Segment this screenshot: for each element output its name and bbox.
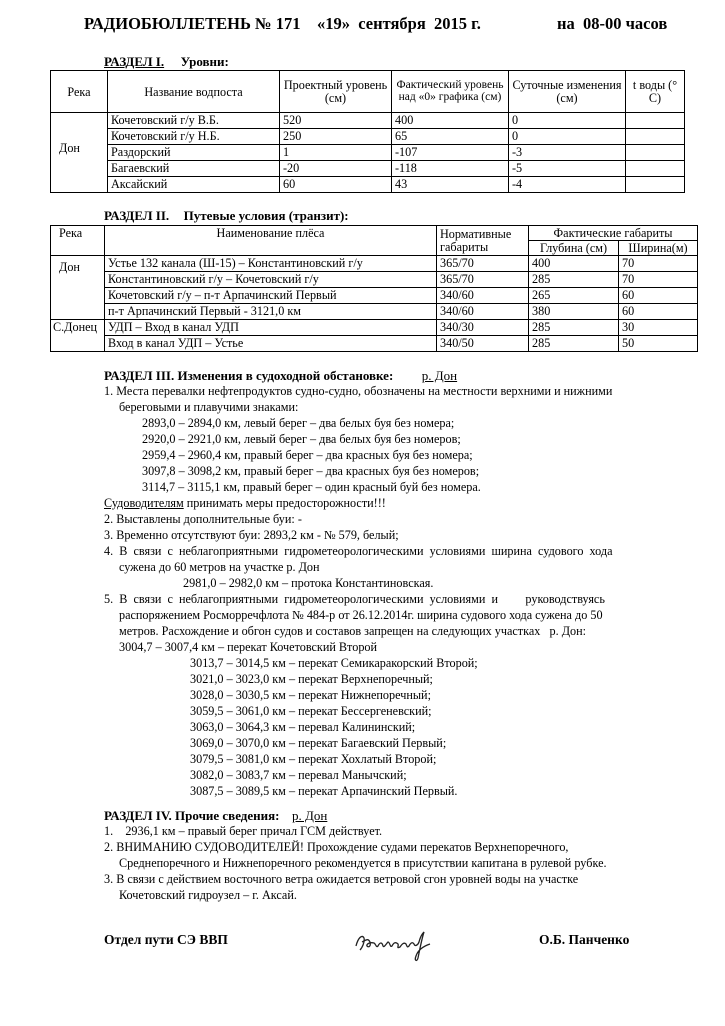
department-name: Отдел пути СЭ ВВП: [104, 932, 228, 947]
design-level: 60: [280, 177, 392, 193]
width: 70: [619, 272, 698, 288]
list-item: 3013,7 – 3014,5 км – перекат Семикаракорский Второй;: [190, 656, 478, 670]
stretch-name: Вход в канал УДП – Устье: [105, 336, 437, 352]
table-row: [51, 129, 685, 145]
col-river: Река: [51, 226, 105, 256]
section1-label: РАЗДЕЛ I.: [104, 54, 165, 69]
col-design-level: Проектный уровень (см): [280, 71, 392, 113]
daily-change: 0: [509, 113, 626, 129]
col-depth: Глубина (см): [529, 241, 619, 256]
col-width: Ширина(м): [619, 241, 698, 256]
table-row: [51, 304, 698, 320]
table-row: [51, 113, 685, 129]
table-row: [51, 288, 698, 304]
table-row: [51, 177, 685, 193]
stretch-name: Кочетовский г/у – п-т Арпачинский Первый: [105, 288, 437, 304]
col-daily-change: Суточные изменения (см): [509, 71, 626, 113]
design-level: -20: [280, 161, 392, 177]
section4-item1: 1. 2936,1 км – правый берег причал ГСМ действует.: [104, 824, 383, 838]
section3-river: р. Дон: [421, 368, 458, 383]
signature-graphic: [352, 924, 462, 964]
list-item: 3063,0 – 3064,3 км – перевал Калининский;: [190, 720, 416, 734]
section3-item4-line3: 2981,0 – 2982,0 км – протока Константиновская.: [183, 576, 434, 590]
water-temp: [626, 177, 685, 193]
list-item: 3079,5 – 3081,0 км – перекат Хохлатый Второй;: [190, 752, 437, 766]
stretch-name: УДП – Вход в канал УДП: [105, 320, 437, 336]
col-actual-dimensions: Фактические габариты: [529, 226, 698, 241]
list-item: 3069,0 – 3070,0 км – перекат Багаевский Первый;: [190, 736, 447, 750]
depth: 285: [529, 272, 619, 288]
section3-item3: 3. Временно отсутствуют буи: 2893,2 км - № 579, белый;: [104, 528, 399, 542]
section4-heading: [104, 808, 327, 824]
levels-header-row: [51, 71, 685, 113]
route-header-row: [51, 226, 698, 241]
section4-item2-line1: 2. ВНИМАНИЮ СУДОВОДИТЕЛЕЙ! Прохождение судами перекатов Верхнепоречного,: [104, 840, 569, 854]
depth: 400: [529, 256, 619, 272]
daily-change: -4: [509, 177, 626, 193]
width: 50: [619, 336, 698, 352]
norm-dimensions: 340/30: [437, 320, 529, 336]
section4-item2-line2: Среднепоречного и Нижнепоречного рекомендуется в присутствии капитана в рулевой рубке.: [119, 856, 607, 870]
list-item: 3004,7 – 3007,4 км – перекат Кочетовский Второй: [119, 640, 378, 654]
actual-level: -118: [392, 161, 509, 177]
list-item: 3087,5 – 3089,5 км – перекат Арпачинский Первый.: [190, 784, 458, 798]
section1-title: Уровни:: [180, 54, 229, 69]
warning-rest: принимать меры предосторожности!!!: [183, 496, 386, 510]
section3-title: РАЗДЕЛ III. Изменения в судоходной обстановке:: [104, 368, 394, 383]
water-temp: [626, 161, 685, 177]
river-cell: Дон: [51, 256, 105, 320]
water-temp: [626, 113, 685, 129]
levels-table: [50, 70, 685, 193]
col-norm-dimensions: Нормативные габариты: [437, 226, 529, 256]
norm-dimensions: 365/70: [437, 256, 529, 272]
design-level: 1: [280, 145, 392, 161]
col-water-temp: t воды (° С): [626, 71, 685, 113]
norm-dimensions: 365/70: [437, 272, 529, 288]
bulletin-title: РАДИОБЮЛЛЕТЕНЬ № 171 «19» сентября 2015 г.: [84, 14, 481, 33]
stretch-name: Константиновский г/у – Кочетовский г/у: [105, 272, 437, 288]
gauge-name: Кочетовский г/у Н.Б.: [108, 129, 280, 145]
list-item: 2893,0 – 2894,0 км, левый берег – два белых буя без номера;: [142, 416, 455, 430]
river-cell: С.Донец: [51, 320, 105, 352]
list-item: 3028,0 – 3030,5 км – перекат Нижнепоречный;: [190, 688, 431, 702]
section3-heading: [104, 368, 457, 384]
design-level: 520: [280, 113, 392, 129]
list-item: 3082,0 – 3083,7 км – перевал Манычский;: [190, 768, 407, 782]
list-item: 2959,4 – 2960,4 км, правый берег – два красных буя без номера;: [142, 448, 473, 462]
section1-heading: [104, 54, 229, 70]
section4-item3-line2: Кочетовский гидроузел – г. Аксай.: [119, 888, 297, 902]
col-river: Река: [51, 71, 108, 113]
list-item: 2920,0 – 2921,0 км, левый берег – два белых буя без номеров;: [142, 432, 461, 446]
actual-level: 400: [392, 113, 509, 129]
bulletin-time: на 08-00 часов: [557, 14, 668, 33]
stretch-name: Устье 132 канала (Ш-15) – Константиновский г/у: [105, 256, 437, 272]
width: 70: [619, 256, 698, 272]
signer-name: О.Б. Панченко: [539, 932, 630, 947]
river-cell: Дон: [51, 113, 108, 193]
section2-title: Путевые условия (транзит):: [183, 208, 349, 223]
col-stretch-name: Наименование плёса: [105, 226, 437, 256]
gauge-name: Аксайский: [108, 177, 280, 193]
norm-dimensions: 340/60: [437, 304, 529, 320]
section3-item5-line1: 5. В связи с неблагоприятными гидрометеорологическими условиями и руководствуясь: [104, 592, 605, 606]
norm-dimensions: 340/50: [437, 336, 529, 352]
table-row: [51, 320, 698, 336]
section4-title: РАЗДЕЛ IV. Прочие сведения:: [104, 808, 280, 823]
bulletin-header: [0, 14, 725, 34]
daily-change: -5: [509, 161, 626, 177]
list-item: 3059,5 – 3061,0 км – перекат Бессергеневский;: [190, 704, 432, 718]
gauge-name: Багаевский: [108, 161, 280, 177]
warning-underlined: Судоводителям: [104, 496, 184, 510]
section3-item1-line2: береговыми и плавучими знаками:: [119, 400, 299, 414]
signature: [352, 924, 462, 964]
section3-item1-line1: 1. Места перевалки нефтепродуктов судно-судно, обозначены на местности верхними и нижними: [104, 384, 613, 398]
list-item: 3097,8 – 3098,2 км, правый берег – два красных буя без номеров;: [142, 464, 480, 478]
list-item: 3021,0 – 3023,0 км – перекат Верхнепоречный;: [190, 672, 433, 686]
table-row: [51, 145, 685, 161]
section3-item5-line3: метров. Расхождение и обгон судов и составов запрещен на следующих участках р. Дон:: [119, 624, 587, 638]
water-temp: [626, 129, 685, 145]
col-gauge-name: Название водпоста: [108, 71, 280, 113]
stretch-name: п-т Арпачинский Первый - 3121,0 км: [105, 304, 437, 320]
actual-level: 65: [392, 129, 509, 145]
section2-heading: [104, 208, 349, 224]
table-row: [51, 272, 698, 288]
table-row: [51, 256, 698, 272]
section3-item2: 2. Выставлены дополнительные буи: -: [104, 512, 302, 526]
table-row: [51, 336, 698, 352]
depth: 265: [529, 288, 619, 304]
table-row: [51, 161, 685, 177]
depth: 285: [529, 336, 619, 352]
section2-label: РАЗДЕЛ II.: [104, 208, 170, 223]
depth: 285: [529, 320, 619, 336]
norm-dimensions: 340/60: [437, 288, 529, 304]
section4-river: р. Дон: [292, 808, 328, 823]
col-actual-level: Фактический уровень над «0» графика (см): [392, 71, 509, 113]
section4-item3-line1: 3. В связи с действием восточного ветра ожидается ветровой сгон уровней воды на участке: [104, 872, 579, 886]
section3-item5-line2: распоряжением Росморречфлота № 484-р от 26.12.2014г. ширина судового хода сужена до 50: [119, 608, 603, 622]
water-temp: [626, 145, 685, 161]
actual-level: -107: [392, 145, 509, 161]
depth: 380: [529, 304, 619, 320]
width: 30: [619, 320, 698, 336]
design-level: 250: [280, 129, 392, 145]
actual-level: 43: [392, 177, 509, 193]
gauge-name: Раздорский: [108, 145, 280, 161]
route-table: [50, 225, 698, 352]
list-item: 3114,7 – 3115,1 км, правый берег – один красный буй без номера.: [142, 480, 481, 494]
section3-warning: [104, 496, 386, 511]
daily-change: -3: [509, 145, 626, 161]
width: 60: [619, 288, 698, 304]
section3-item4-line1: 4. В связи с неблагоприятными гидрометеорологическими условиями ширина судового хода: [104, 544, 613, 558]
daily-change: 0: [509, 129, 626, 145]
gauge-name: Кочетовский г/у В.Б.: [108, 113, 280, 129]
width: 60: [619, 304, 698, 320]
section3-item4-line2: сужена до 60 метров на участке р. Дон: [119, 560, 320, 574]
